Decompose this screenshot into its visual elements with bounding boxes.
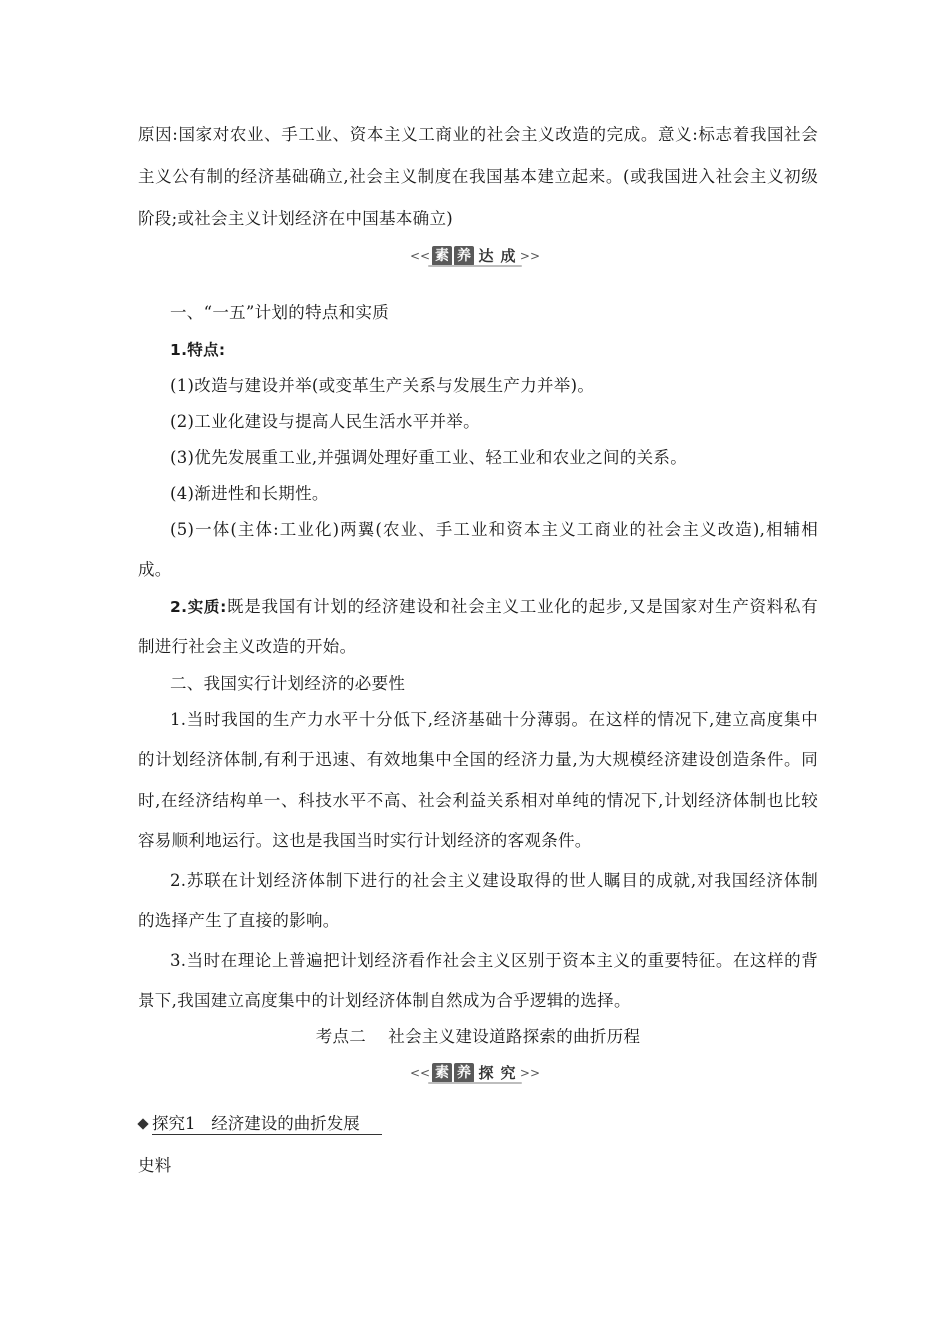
reason3-line-2: 景下,我国建立高度集中的计划经济体制自然成为合乎逻辑的选择。 [138,991,631,1010]
reason1-line-3: 时,在经济结构单一、科技水平不高、社会利益关系相对单纯的情况下,计划经济体制也比较 [138,791,818,810]
reason1-line-1: 1.当时我国的生产力水平十分低下,经济基础十分薄弱。在这样的情况下,建立高度集中 [170,710,818,729]
feature-item-4: (4)渐进性和长期性。 [170,484,329,503]
reason2-line-2: 的选择产生了直接的影响。 [138,911,340,930]
section1-title: 一、“一五”计划的特点和实质 [170,303,390,322]
banner-char-3: 达 [478,247,494,265]
banner-underline [428,265,522,267]
source-label: 史料 [138,1156,172,1175]
essence-text: 既是我国有计划的经济建设和社会主义工业化的起步,又是国家对生产资料私有 [226,597,818,616]
intro-line-1: 原因:国家对农业、手工业、资本主义工商业的社会主义改造的完成。意义:标志着我国社会 [138,125,818,144]
essence-line-2: 制进行社会主义改造的开始。 [138,637,357,656]
feature-item-2: (2)工业化建设与提高人民生活水平并举。 [170,412,480,431]
feature-item-5-cont: 成。 [138,560,172,579]
feature-item-1: (1)改造与建设并举(或变革生产关系与发展生产力并举)。 [170,376,595,395]
explore-label: 探究1 经济建设的曲折发展 [152,1114,360,1133]
banner-char-2: 养 [454,246,474,266]
banner-char-3: 探 [478,1064,494,1082]
intro-line-3: 阶段;或社会主义计划经济在中国基本确立) [138,209,453,228]
explore-heading [138,1114,388,1134]
left-arrow-icon: << [410,1066,431,1080]
feature-item-5: (5)一体(主体:工业化)两翼(农业、手工业和资本主义工商业的社会主义改造),相辅相 [170,520,818,539]
section2-title: 二、我国实行计划经济的必要性 [170,674,406,693]
feature-item-3: (3)优先发展重工业,并强调处理好重工业、轻工业和农业之间的关系。 [170,448,688,467]
section-banner-exploration [410,1062,540,1084]
banner-char-2: 养 [454,1063,474,1083]
left-arrow-icon: << [410,249,431,263]
banner-char-1: 素 [432,246,452,266]
intro-line-2: 主义公有制的经济基础确立,社会主义制度在我国基本建立起来。(或我国进入社会主义初级 [138,167,818,186]
explore-underline [152,1134,382,1135]
essence-label: 2.实质: [170,598,227,616]
features-label: 1.特点: [170,341,226,359]
right-arrow-icon: >> [519,1066,540,1080]
topic2-title: 考点二 社会主义建设道路探索的曲折历程 [315,1027,641,1046]
essence-line-1 [170,597,818,617]
reason2-line-1: 2.苏联在计划经济体制下进行的社会主义建设取得的世人瞩目的成就,对我国经济体制 [170,871,818,890]
diamond-bullet-icon [137,1118,148,1129]
reason1-line-4: 容易顺利地运行。这也是我国当时实行计划经济的客观条件。 [138,831,592,850]
banner-char-4: 究 [500,1064,516,1082]
banner-char-4: 成 [500,247,516,265]
banner-char-1: 素 [432,1063,452,1083]
section-banner-achievement [410,245,540,267]
banner-underline [428,1082,522,1084]
reason3-line-1: 3.当时在理论上普遍把计划经济看作社会主义区别于资本主义的重要特征。在这样的背 [170,951,818,970]
right-arrow-icon: >> [519,249,540,263]
reason1-line-2: 的计划经济体制,有利于迅速、有效地集中全国的经济力量,为大规模经济建设创造条件。同 [138,750,818,769]
